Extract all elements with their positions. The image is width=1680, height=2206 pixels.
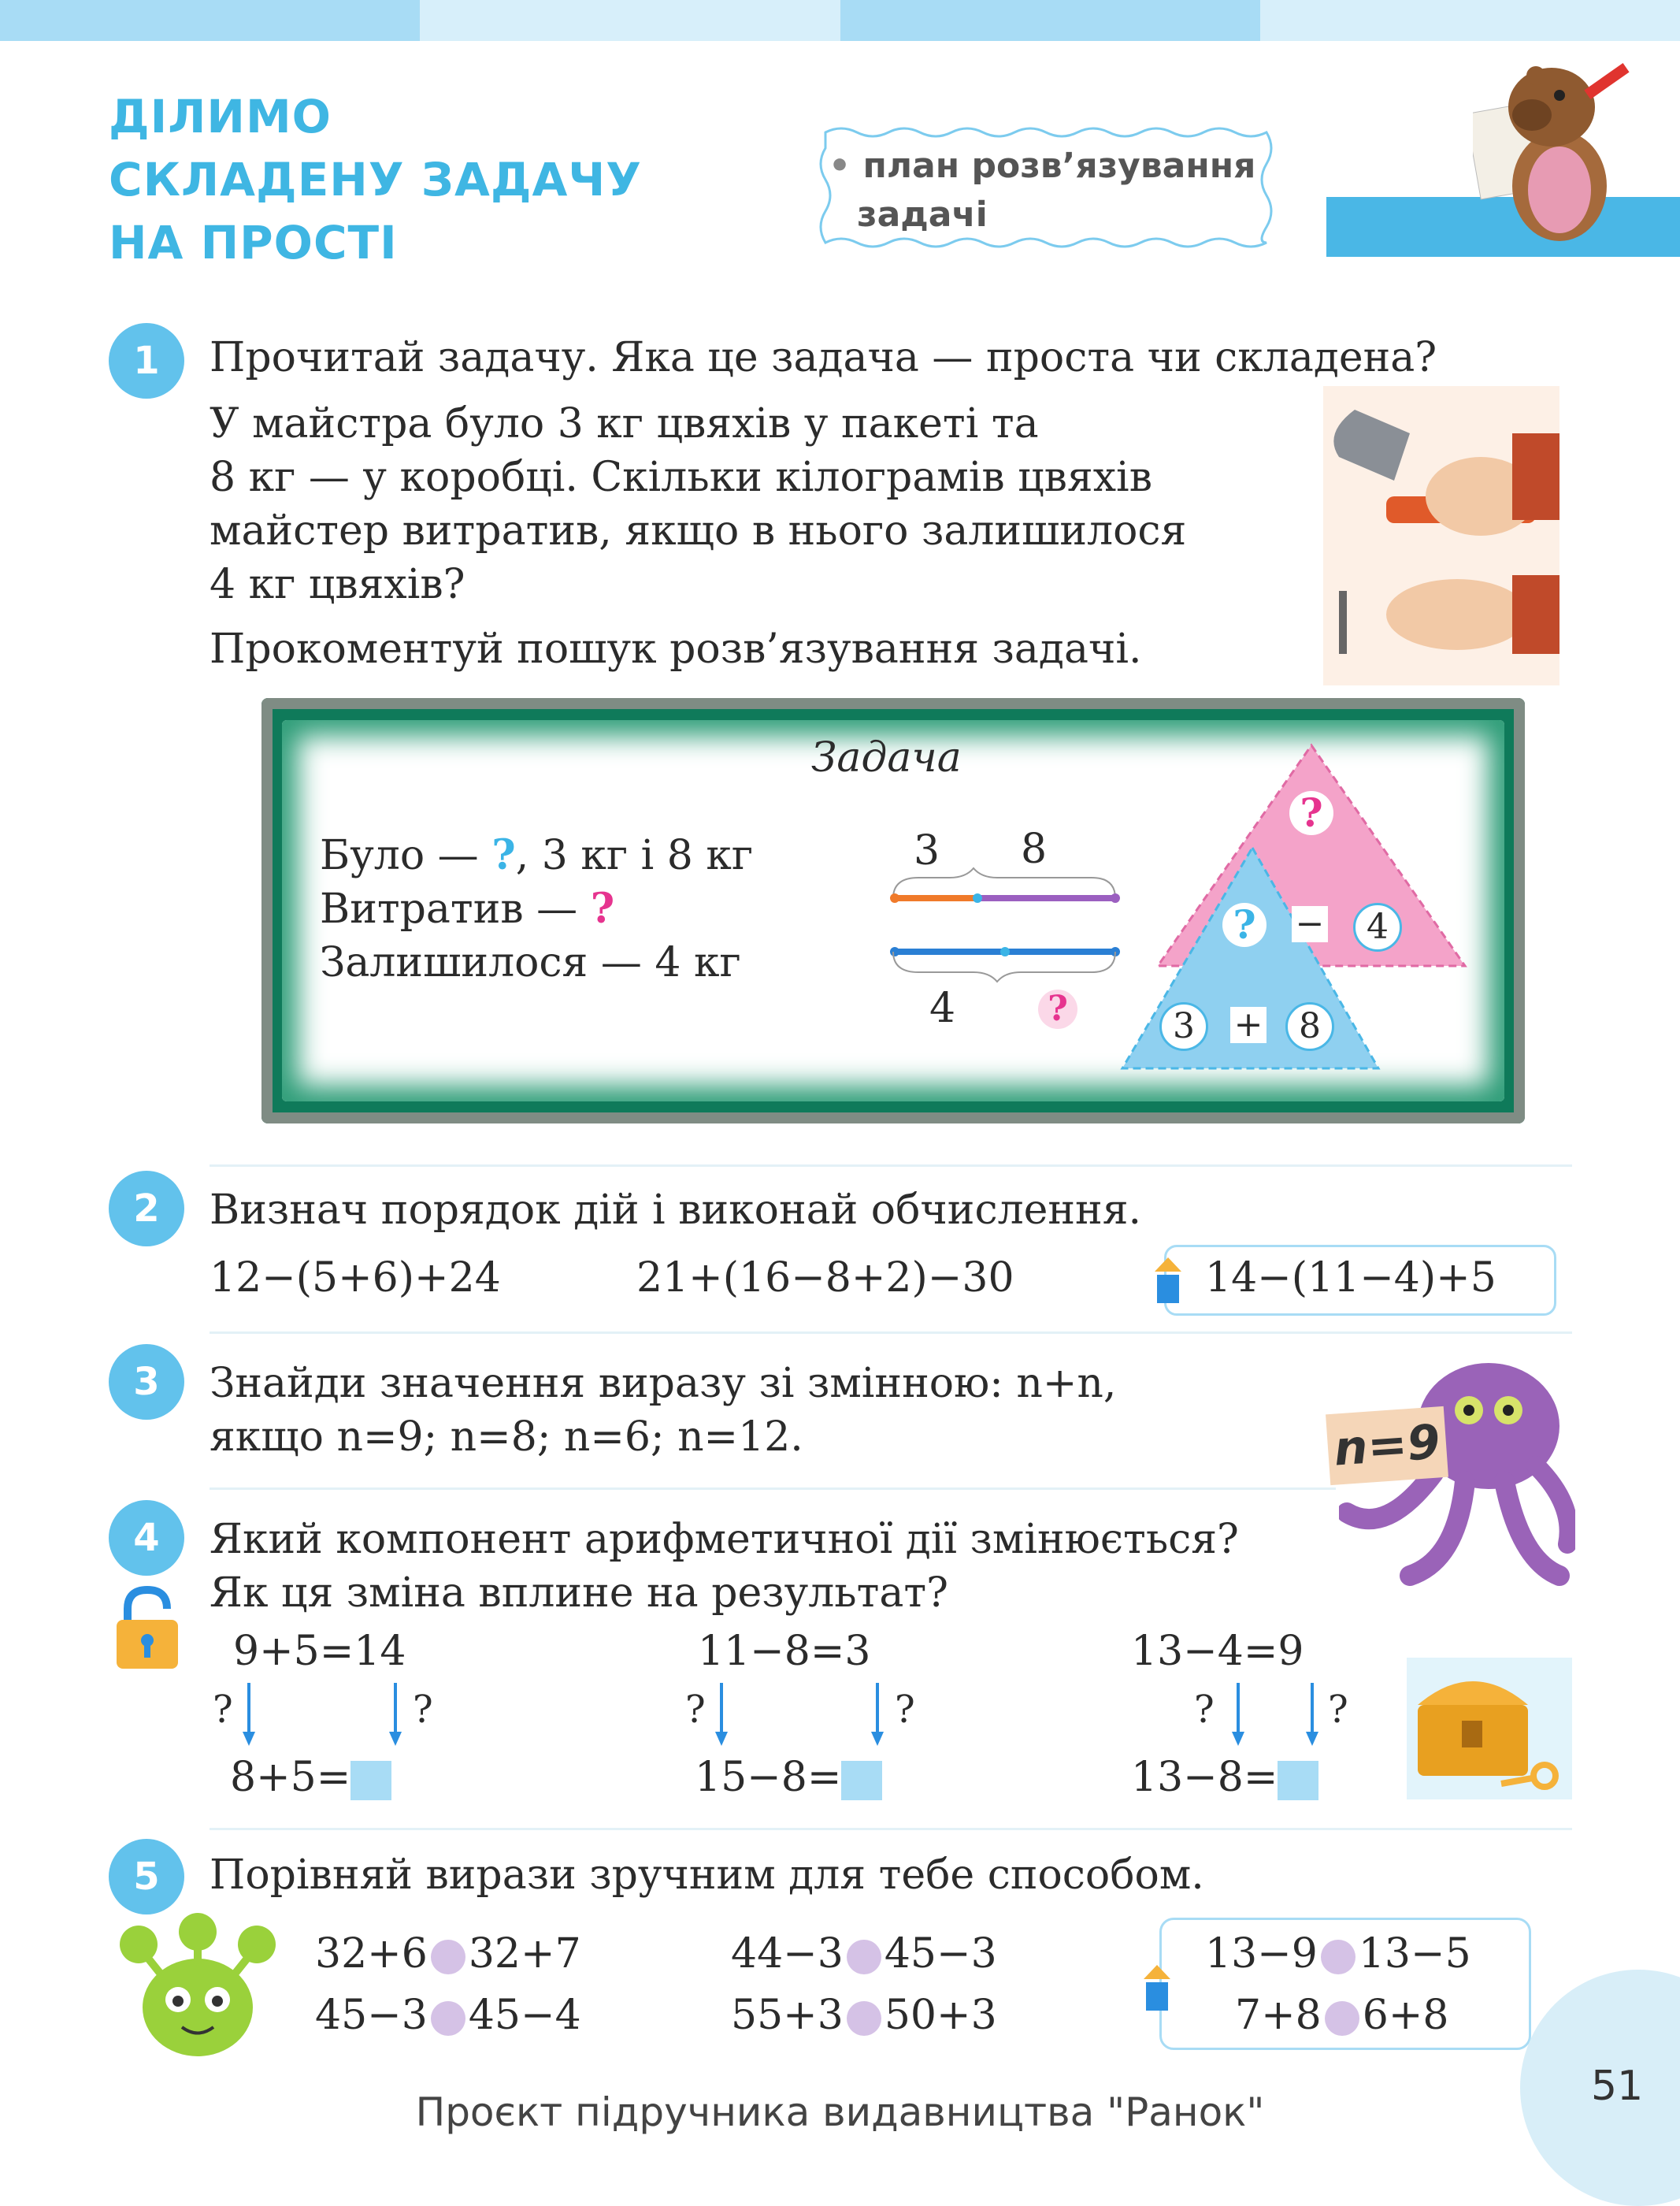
question-mark: ? — [213, 1688, 233, 1732]
problem-line: У майстра було 3 кг цвяхів у пакеті та — [210, 400, 1039, 448]
tri-number: 4 — [1353, 903, 1402, 952]
answer-blank[interactable] — [1278, 1761, 1318, 1800]
question-mark: ? — [685, 1688, 706, 1732]
tri-mid-unknown — [1222, 903, 1266, 947]
answer-blank[interactable] — [841, 1761, 882, 1800]
unknown-mark: ? — [590, 885, 615, 933]
unknown-mark: ? — [1048, 989, 1068, 1029]
expr: 6+8 — [1362, 1992, 1449, 2039]
compare-circle[interactable] — [847, 2001, 881, 2036]
task1-problem — [210, 397, 1186, 611]
question-mark: ? — [413, 1688, 433, 1732]
task3-line: Знайди значення виразу зі змінною: n+n, — [210, 1360, 1117, 1407]
treasure-chest-illustration — [1407, 1658, 1572, 1799]
task-number-badge: 1 — [109, 323, 184, 399]
segment-label: 4 — [929, 985, 956, 1032]
note-text: , 3 кг і 8 кг — [515, 832, 754, 879]
segment-label: 8 — [1021, 826, 1048, 873]
expr: 50+3 — [884, 1992, 997, 2039]
equation-top: 13−4=9 — [1131, 1628, 1304, 1675]
unknown-mark: ? — [1233, 901, 1256, 948]
divider — [210, 1828, 1572, 1830]
top-bar-segment — [420, 0, 840, 41]
alien-illustration — [115, 1913, 280, 2063]
compare-row — [731, 1927, 997, 1981]
house-icon — [1144, 1965, 1170, 2011]
task2-expr: 12−(5+6)+24 — [210, 1254, 501, 1302]
compare-row — [315, 1989, 581, 2042]
task2-expr: 14−(11−4)+5 — [1205, 1254, 1496, 1302]
expr: 45−3 — [884, 1930, 997, 1978]
equation-top: 11−8=3 — [698, 1628, 871, 1675]
lesson-title — [109, 85, 642, 274]
expr: 13−5 — [1358, 1930, 1471, 1978]
publisher-footer: Проєкт підручника видавництва "Ранок" — [415, 2089, 1265, 2135]
house-icon — [1155, 1257, 1181, 1303]
question-mark: ? — [1328, 1688, 1348, 1732]
question-mark: ? — [895, 1688, 915, 1732]
expr: 13−9 — [1205, 1930, 1318, 1978]
compare-circle[interactable] — [1325, 2001, 1359, 2036]
unknown-mark: ? — [1300, 789, 1323, 836]
capybara-illustration — [1473, 52, 1630, 257]
problem-line: 8 кг — у коробці. Скільки кілограмів цвяхів — [210, 454, 1152, 501]
segment-label: 3 — [914, 827, 940, 875]
equation-text: 13−8= — [1131, 1754, 1278, 1801]
divider — [210, 1164, 1572, 1167]
equation-bottom — [1131, 1751, 1318, 1804]
equation-bottom — [695, 1751, 882, 1804]
board-title: Задача — [811, 734, 962, 782]
note-text: Витратив — — [320, 886, 591, 933]
expr: 45−4 — [468, 1992, 581, 2039]
task1-comment: Прокоментуй пошук розв’язування задачі. — [210, 626, 1142, 673]
task4-line: Як ця зміна вплине на результат? — [210, 1569, 948, 1617]
answer-blank[interactable] — [350, 1761, 391, 1800]
lock-icon — [113, 1585, 181, 1672]
task3-line: якщо n=9; n=8; n=6; n=12. — [210, 1413, 803, 1461]
tri-plus: + — [1230, 1007, 1266, 1043]
variable-sign: n=9 — [1326, 1406, 1448, 1485]
top-bar-segment — [0, 0, 420, 41]
segment-diagram — [887, 867, 1123, 985]
question-mark: ? — [1194, 1688, 1215, 1732]
arrow-down-icon — [1230, 1683, 1246, 1746]
equation-text: 15−8= — [695, 1754, 842, 1801]
segment-unknown — [1038, 990, 1077, 1029]
expr: 44−3 — [731, 1930, 844, 1978]
top-bar-segment — [1260, 0, 1680, 41]
arrow-down-icon — [1304, 1683, 1320, 1746]
compare-circle[interactable] — [431, 2001, 465, 2036]
task4-line: Який компонент арифметичної дії змінюється? — [210, 1516, 1239, 1563]
tri-number: 3 — [1159, 1002, 1208, 1051]
compare-row — [731, 1989, 997, 2042]
arrow-down-icon — [714, 1683, 729, 1746]
expr: 32+6 — [315, 1930, 428, 1978]
plan-text: • план розв’язування задачі — [829, 142, 1255, 240]
arrow-down-icon — [870, 1683, 885, 1746]
task-number-badge: 5 — [109, 1839, 184, 1914]
tri-top-unknown — [1289, 791, 1333, 835]
tri-number: 8 — [1285, 1002, 1334, 1051]
equation-text: 8+5= — [230, 1754, 351, 1801]
problem-line: 4 кг цвяхів? — [210, 561, 465, 608]
task-number-badge: 3 — [109, 1344, 184, 1420]
compare-circle[interactable] — [847, 1940, 881, 1974]
note-text: Залишилося — 4 кг — [320, 939, 741, 986]
task1-question: Прочитай задачу. Яка це задача — проста чи складена? — [210, 334, 1437, 381]
top-bar-segment — [840, 0, 1260, 41]
lesson-title-line: НА ПРОСТІ — [109, 216, 398, 269]
task2-text: Визнач порядок дій і виконай обчислення. — [210, 1187, 1142, 1234]
expr: 45−3 — [315, 1992, 428, 2039]
compare-circle[interactable] — [1321, 1940, 1355, 1974]
expr: 7+8 — [1235, 1992, 1322, 2039]
equation-bottom — [230, 1751, 391, 1804]
divider — [210, 1331, 1572, 1334]
divider — [210, 1487, 1336, 1490]
page-number: 51 — [1591, 2063, 1644, 2110]
expr: 32+7 — [468, 1930, 581, 1978]
lesson-title-line: СКЛАДЕНУ ЗАДАЧУ — [109, 153, 642, 206]
unknown-mark: ? — [491, 831, 516, 879]
task5-text: Порівняй вирази зручним для тебе способом. — [210, 1851, 1204, 1899]
plan-line: план розв’язування — [862, 146, 1256, 186]
plan-line: задачі — [857, 195, 988, 235]
equation-top: 9+5=14 — [233, 1628, 406, 1675]
task-number-badge: 2 — [109, 1171, 184, 1246]
top-color-bar — [0, 0, 1680, 41]
board-short-note — [320, 829, 753, 990]
tri-minus: − — [1292, 906, 1328, 942]
expr: 55+3 — [731, 1992, 844, 2039]
compare-row — [315, 1927, 581, 1981]
task2-expr: 21+(16−8+2)−30 — [636, 1254, 1014, 1302]
hammer-illustration — [1323, 386, 1559, 685]
compare-row — [1205, 1927, 1471, 1981]
arrow-down-icon — [241, 1683, 257, 1746]
compare-row — [1235, 1989, 1449, 2042]
problem-line: майстер витратив, якщо в нього залишилося — [210, 507, 1187, 555]
task-number-badge: 4 — [109, 1500, 184, 1576]
compare-circle[interactable] — [431, 1940, 465, 1974]
arrow-down-icon — [388, 1683, 403, 1746]
lesson-title-line: ДІЛИМО — [109, 90, 332, 143]
note-text: Було — — [320, 832, 492, 879]
